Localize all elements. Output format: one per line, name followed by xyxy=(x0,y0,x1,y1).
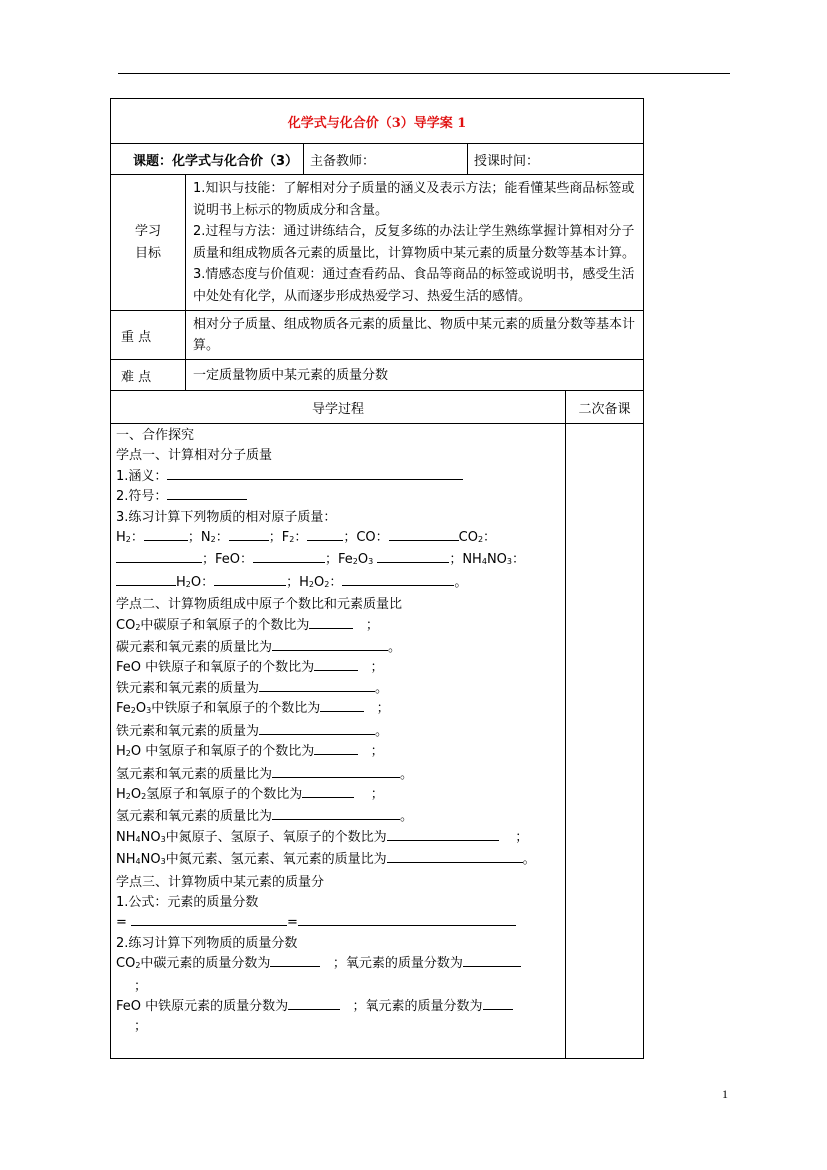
time-cell: 授课时间： xyxy=(468,144,644,175)
blank[interactable] xyxy=(144,528,188,541)
process-header: 导学过程 xyxy=(111,391,566,424)
teacher-cell: 主备教师： xyxy=(304,144,468,175)
point-1-exercise: 3.练习计算下列物质的相对原子质量： xyxy=(116,509,337,525)
blank[interactable] xyxy=(483,997,513,1010)
h2o2-atom-ratio: $H_2O_2$氢原子和氧原子的个数比为 ； xyxy=(116,786,384,802)
lesson-plan-table xyxy=(110,98,644,1059)
goals-label-line2: 目标 xyxy=(134,245,161,261)
blank[interactable] xyxy=(116,550,202,563)
blank[interactable] xyxy=(389,528,459,541)
exercise-row-3: $H_2O$： ；$H_2O_2$： 。 xyxy=(116,573,561,595)
blank[interactable] xyxy=(259,722,375,735)
blank[interactable] xyxy=(131,913,287,926)
blank[interactable] xyxy=(377,550,449,563)
feo-fraction: FeO 中铁原元素的质量分数为 ；氧元素的质量分数为 xyxy=(116,997,561,1017)
blank[interactable] xyxy=(272,765,400,778)
exercise-row-2: ；FeO： ；$Fe_2O_3$ ；$NH_4NO_3$： xyxy=(116,550,561,572)
blank[interactable] xyxy=(387,850,523,863)
point-3-title: 学点三、计算物质中某元素的质量分 xyxy=(116,874,325,890)
blank[interactable] xyxy=(314,742,358,755)
blank[interactable] xyxy=(463,954,521,967)
header-rule xyxy=(118,73,730,74)
page-title: 化学式与化合价（3）导学案 1 xyxy=(111,99,644,144)
point-1-title: 学点一、计算相对分子质量 xyxy=(116,448,273,464)
process-content xyxy=(111,424,566,1059)
goal-1: 1.知识与技能：了解相对分子质量的涵义及表示方法；能看懂某些商品标签或说明书上标示的物质成分和含量。 xyxy=(193,181,635,218)
point-1-symbol: 2.符号： xyxy=(116,487,561,507)
goals-label xyxy=(111,175,186,311)
blank[interactable] xyxy=(272,638,388,651)
point-2-title: 学点二、计算物质组成中原子个数比和元素质量比 xyxy=(116,597,403,613)
goal-3: 3.情感态度与价值观：通过查看药品、食品等商品的标签或说明书，感受生活中处处有化学，从而逐步形成热爱学习、热爱生活的感情。 xyxy=(193,267,635,304)
point-3-formula: 1.公式：元素的质量分数 xyxy=(116,894,259,910)
blank[interactable] xyxy=(387,828,499,841)
difficulty-label: 难 点 xyxy=(111,360,186,391)
blank[interactable] xyxy=(116,573,176,586)
blank[interactable] xyxy=(229,528,269,541)
blank[interactable] xyxy=(309,616,353,629)
difficulty-text: 一定质量物质中某元素的质量分数 xyxy=(186,360,644,391)
review-notes-cell[interactable] xyxy=(566,424,644,1059)
h2o-atom-ratio: $H_2O$ 中氢原子和氧原子的个数比为 ； xyxy=(116,744,384,760)
blank[interactable] xyxy=(320,699,364,712)
fe2o3-mass-ratio: 铁元素和氧元素的质量为 。 xyxy=(116,723,389,739)
key-points-label: 重 点 xyxy=(111,311,186,360)
blank[interactable] xyxy=(253,550,325,563)
blank[interactable] xyxy=(314,658,358,671)
co2-mass-ratio: 碳元素和氧元素的质量比为 。 xyxy=(116,640,402,656)
key-points-text: 相对分子质量、组成物质各元素的质量比、物质中某元素的质量分数等基本计算。 xyxy=(186,311,644,360)
point-3-exercise: 2.练习计算下列物质的质量分数 xyxy=(116,935,298,951)
feo-atom-ratio: FeO 中铁原子和氧原子的个数比为 ； xyxy=(116,660,384,676)
co2-fraction: $CO_2$中碳元素的质量分数为 ；氧元素的质量分数为 xyxy=(116,954,561,976)
goals-text xyxy=(186,175,644,311)
blank[interactable] xyxy=(167,487,247,500)
goal-2: 2.过程与方法：通过讲练结合，反复多练的办法让学生熟练掌握计算相对分子质量和组成物质各元素的质量比，计算物质中某元素的质量分数等基本计算。 xyxy=(193,224,636,261)
blank[interactable] xyxy=(342,573,454,586)
blank[interactable] xyxy=(298,913,516,926)
nh4no3-atom-ratio: $NH_4NO_3$中氮原子、氢原子、氧原子的个数比为 ； xyxy=(116,829,529,845)
h2o2-mass-ratio: 氢元素和氧元素的质量比为 。 xyxy=(116,809,414,825)
blank[interactable] xyxy=(214,573,286,586)
point-1-definition: 1.涵义： xyxy=(116,467,561,487)
blank[interactable] xyxy=(307,528,343,541)
blank[interactable] xyxy=(288,997,340,1010)
goals-label-line1: 学习 xyxy=(134,223,161,239)
blank[interactable] xyxy=(167,467,463,480)
subject-cell: 课题：化学式与化合价（3） xyxy=(111,144,304,175)
fe2o3-atom-ratio: $Fe_2O_3$中铁原子和氧原子的个数比为 ； xyxy=(116,701,390,717)
co2-atom-ratio: $CO_2$中碳原子和氧原子的个数比为 ； xyxy=(116,617,379,633)
review-header: 二次备课 xyxy=(566,391,644,424)
section-1-title: 一、合作探究 xyxy=(116,428,195,443)
blank[interactable] xyxy=(272,807,400,820)
h2o-mass-ratio: 氢元素和氧元素的质量比为 。 xyxy=(116,766,414,782)
exercise-row-1: $H_2$： ；$N_2$： ；$F_2$： ；CO： $CO_2$： xyxy=(116,530,497,546)
nh4no3-mass-ratio: $NH_4NO_3$中氮元素、氢元素、氧元素的质量比为 。 xyxy=(116,852,536,868)
feo-fraction-end: ； xyxy=(134,1019,148,1035)
formula-blanks: = = xyxy=(116,913,561,933)
blank[interactable] xyxy=(270,954,320,967)
blank[interactable] xyxy=(259,679,375,692)
blank[interactable] xyxy=(302,785,354,798)
page-number: 1 xyxy=(722,1087,728,1101)
feo-mass-ratio: 铁元素和氧元素的质量为 。 xyxy=(116,680,389,696)
co2-fraction-end: ； xyxy=(134,978,148,994)
